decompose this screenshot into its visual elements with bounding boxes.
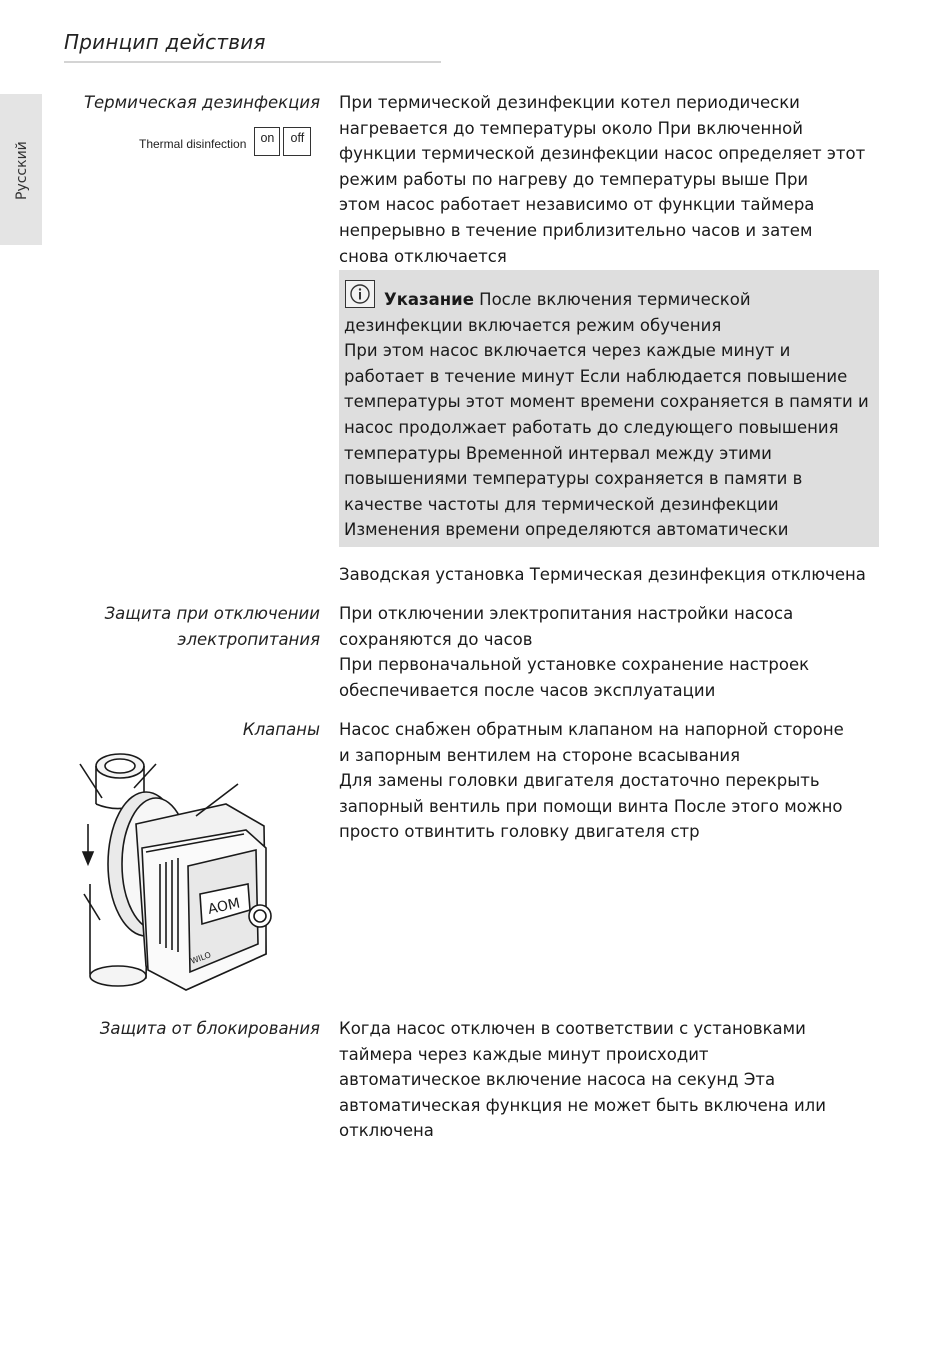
- brand-logo: WILO: [189, 950, 213, 966]
- power-heading-line-1: Защита при отключении: [104, 604, 320, 623]
- power-heading-line-2: электропитания: [177, 629, 320, 649]
- power-protection-text: При отключении электропитания настройки насоса сохраняются до часов При первоначальной установке сохранение настроек обеспечивается после часов эксплуатации: [339, 604, 810, 700]
- thermal-disinfection-control: [139, 124, 311, 156]
- valves-text: Насос снабжен обратным клапаном на напорной стороне и запорным вентилем на стороне всасывания Для замены головки двигателя достаточно перекрыть запорный вентиль при помощи винта После этого можно просто отвинтить головку двигателя стр: [339, 720, 844, 842]
- thermal-disinfection-text: При термической дезинфекции котел периодически нагревается до температуры около При включенной функции термической дезинфекции насос определяет этот режим работы по нагреву до температуры выше При этом насос работает независимо от функции таймера непрерывно в течение приблизительно часов и затем снова отключается: [339, 93, 866, 266]
- pump-illustration: [76, 744, 276, 1006]
- note-text: [344, 287, 876, 543]
- page-title: Принцип действия: [64, 30, 266, 54]
- note-heading: Указание: [384, 290, 474, 309]
- valves-heading: Клапаны: [242, 720, 320, 739]
- note-first-line: После включения термической: [473, 290, 751, 309]
- title-divider: [64, 61, 441, 63]
- blocking-protection-heading: Защита от блокирования: [99, 1019, 320, 1038]
- blocking-protection-text: Когда насос отключен в соответствии с установками таймера через каждые минут происходит автоматическое включение насоса на секунд Эта автоматическая функция не может быть включена или отключена: [339, 1019, 826, 1141]
- display-readout: AOM: [206, 895, 242, 918]
- thermal-disinfection-heading: Термическая дезинфекция: [83, 93, 320, 112]
- thermal-disinfection-label: Thermal disinfection: [139, 137, 247, 151]
- note-body: дезинфекции включается режим обучения При этом насос включается через каждые минут и работает в течение минут Если наблюдается повышение температуры этот момент времени сохраняется в памяти и насос продолжает работать до следующего повышения температуры Временной интервал между этими повышениями температуры сохраняется в памяти в качестве частоты для термической дезинфекции Изменения времени определяются автоматически: [344, 315, 869, 540]
- power-protection-heading: [105, 601, 320, 652]
- factory-setting-text: Заводская установка Термическая дезинфекция отключена: [339, 565, 866, 584]
- off-button[interactable]: off: [283, 127, 311, 156]
- note-box: [339, 270, 879, 547]
- language-tab-label: Русский: [14, 141, 30, 200]
- on-button[interactable]: on: [254, 127, 280, 156]
